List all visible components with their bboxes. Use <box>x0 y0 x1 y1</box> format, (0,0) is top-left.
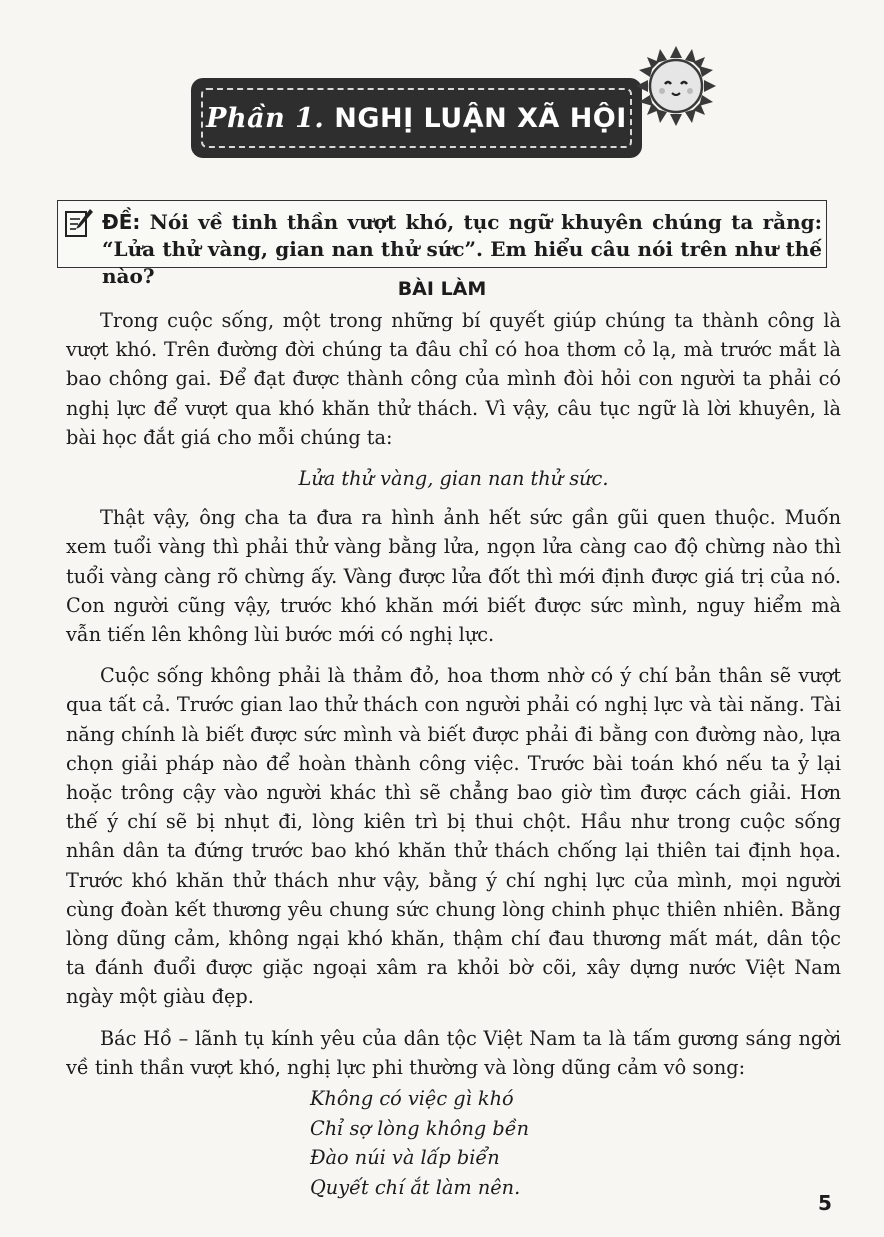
poem-line: Chỉ sợ lòng không bền <box>310 1116 529 1140</box>
prompt-question: Nói về tinh thần vượt khó, tục ngữ khuyên chúng ta rằng: “Lửa thử vàng, gian nan thử sức”. Em hiểu câu nói trên như thế nào? <box>102 210 822 288</box>
paragraph-3: Cuộc sống không phải là thảm đỏ, hoa thơm nhờ có ý chí bản thân sẽ vượt qua tất cả. Trước gian lao thử thách con người phải có nghị lực và tài năng. Tài năng chính là biết được sức mình và biết được phải đi bằng con đường nào, lựa chọn giải pháp nào để hoàn thành công việc. Trước bài toán khó nếu ta ỷ lại hoặc trông cậy vào người khác thì sẽ chẳng bao giờ tìm được cách giải. Hơn thế ý chí sẽ bị nhụt đi, lòng kiên trì bị thui chột. Hầu như trong cuộc sống nhân dân ta đứng trước bao khó khăn thử thách chống lại thiên tai định họa. Trước khó khăn thử thách như vậy, bằng ý chí nghị lực của mình, mọi người cùng đoàn kết thương yêu chung sức chung lòng chinh phục thiên nhiên. Bằng lòng dũng cảm, không ngại khó khăn, thậm chí đau thương mất mát, dân tộc ta đánh đuổi được giặc ngoại xâm ra khỏi bờ cõi, xây dựng nước Việt Nam ngày một giàu đẹp. <box>66 664 841 1009</box>
pencil-note-icon <box>64 207 94 239</box>
paragraph-4: Bác Hồ – lãnh tụ kính yêu của dân tộc Việt Nam ta là tấm gương sáng ngời về tinh thần vượt khó, nghị lực phi thường và lòng dũng cảm vô song: <box>66 1026 841 1079</box>
proverb-quote: Lửa thử vàng, gian nan thử sức. <box>298 467 609 491</box>
page-number: 5 <box>818 1191 832 1215</box>
part-label: Phần 1. <box>206 102 325 134</box>
section-title <box>206 103 627 134</box>
poem-line: Không có việc gì khó <box>310 1087 514 1111</box>
part-title: NGHỊ LUẬN XÃ HỘI <box>334 102 627 134</box>
poem-line: Đào núi và lấp biển <box>310 1146 500 1170</box>
paragraph-1: Trong cuộc sống, một trong những bí quyết giúp chúng ta thành công là vượt khó. Trên đường đời chúng ta đâu chỉ có hoa thơm cỏ lạ, mà trước mắt là bao chông gai. Để đạt được thành công của mình đòi hỏi con người ta phải có nghị lực để vượt qua khó khăn thử thách. Vì vậy, câu tục ngữ là lời khuyên, là bài học đắt giá cho mỗi chúng ta: <box>66 309 841 449</box>
poem-line: Quyết chí ắt làm nên. <box>310 1175 521 1199</box>
sun-face-icon <box>634 44 718 128</box>
essay-body <box>66 306 841 1202</box>
paragraph-2: Thật vậy, ông cha ta đưa ra hình ảnh hết sức gần gũi quen thuộc. Muốn xem tuổi vàng thì phải thử vàng bằng lửa, ngọn lửa càng cao độ chừng nào thì tuổi vàng càng rõ chừng ấy. Vàng được lửa đốt thì mới định được giá trị của nó. Con người cũng vậy, trước khó khăn mới biết được sức mình, nguy hiểm mà vẫn tiến lên không lùi bước mới có nghị lực. <box>66 506 841 647</box>
section-banner-inner <box>201 88 632 148</box>
poem <box>310 1084 841 1202</box>
prompt-label: ĐỀ: <box>102 210 141 234</box>
prompt-box <box>57 200 827 288</box>
section-banner <box>193 80 640 156</box>
answer-heading: BÀI LÀM <box>397 278 487 300</box>
